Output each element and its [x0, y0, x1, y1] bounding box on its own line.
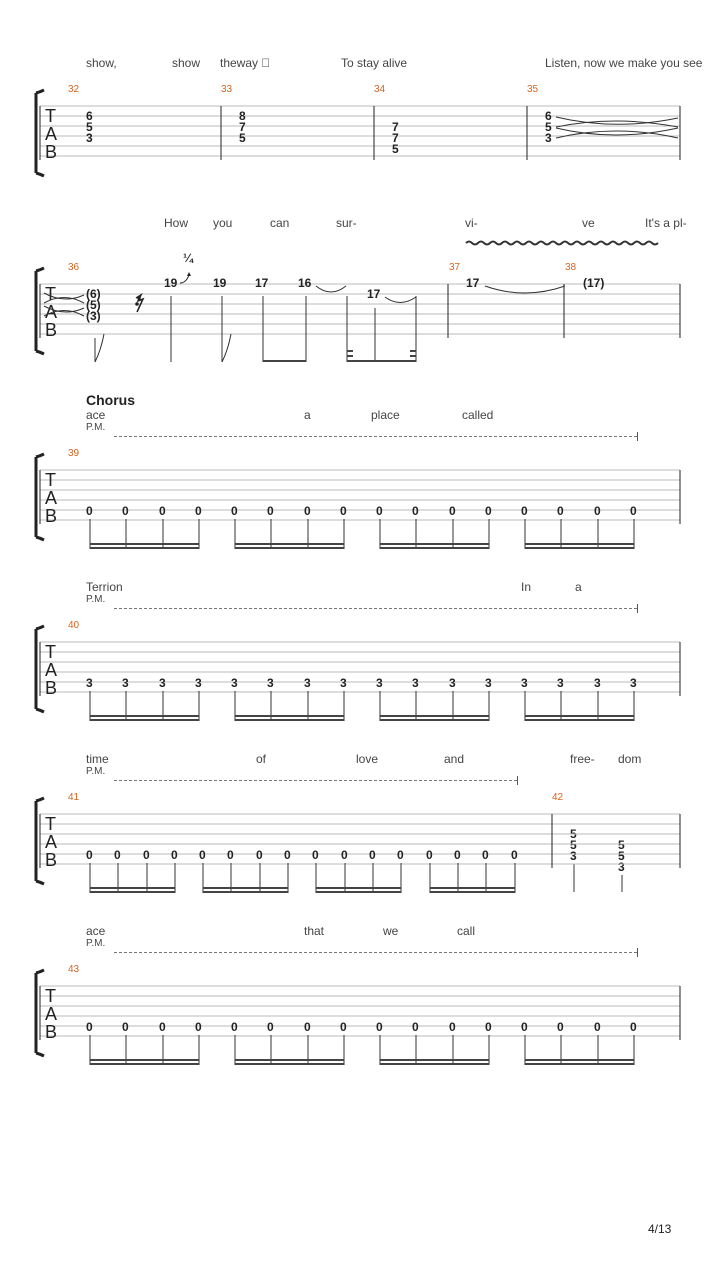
tab-note: 0: [485, 504, 492, 518]
tab-note: 0: [426, 848, 433, 862]
tab-note: 5: [239, 131, 246, 145]
tab-note: 0: [143, 848, 150, 862]
tab-clef-b: B: [45, 850, 58, 870]
tab-note: 0: [86, 504, 93, 518]
tab-note: 0: [511, 848, 518, 862]
tab-note: 3: [304, 676, 311, 690]
tab-note: 0: [557, 504, 564, 518]
lyric: dom: [618, 752, 642, 766]
tab-note: 3: [86, 131, 93, 145]
tab-clef-b: B: [45, 678, 58, 698]
lyric: and: [444, 752, 465, 766]
tab-note: 3: [376, 676, 383, 690]
tab-clef-b: B: [45, 320, 58, 340]
tab-note: 5: [618, 838, 625, 852]
page-number: 4/13: [648, 1222, 672, 1236]
tab-note: 3: [195, 676, 202, 690]
tab-note: 0: [284, 848, 291, 862]
tab-note: 0: [231, 504, 238, 518]
bend-quarter-label: ¼: [183, 251, 194, 265]
tab-clef-a: A: [45, 302, 58, 322]
tab-note: 0: [86, 848, 93, 862]
lyric: of: [256, 752, 267, 766]
measure-number: 39: [68, 448, 80, 459]
lyric: we: [383, 924, 399, 938]
tab-note: 7: [239, 120, 246, 134]
tab-note: 5: [570, 827, 577, 841]
tab-note: 5: [86, 120, 93, 134]
tab-note: 0: [485, 1020, 492, 1034]
tab-note: 0: [521, 1020, 528, 1034]
tab-note: 16: [298, 276, 312, 290]
lyric: can: [270, 216, 290, 230]
tab-note: 8: [239, 109, 246, 123]
tab-note: 17: [367, 287, 381, 301]
tab-note: 0: [482, 848, 489, 862]
lyric: that: [304, 924, 325, 938]
lyric: time: [86, 752, 109, 766]
lyric: place: [371, 408, 400, 422]
tab-note: 6: [86, 109, 93, 123]
lyric: sur-: [336, 216, 357, 230]
palm-mute-label: P.M.: [86, 938, 106, 949]
tab-note: 0: [199, 848, 206, 862]
tab-note: 0: [449, 504, 456, 518]
tab-note: 0: [171, 848, 178, 862]
tab-note: 3: [412, 676, 419, 690]
tab-note: 0: [195, 1020, 202, 1034]
lyric: call: [457, 924, 476, 938]
tab-clef-a: A: [45, 1004, 58, 1024]
palm-mute-label: P.M.: [86, 594, 106, 605]
tab-note: 0: [630, 504, 637, 518]
tab-note: 0: [122, 1020, 129, 1034]
lyric: How: [164, 216, 189, 230]
lyric: ace: [86, 924, 106, 938]
tab-note: 6: [545, 109, 552, 123]
tab-note: 3: [594, 676, 601, 690]
measure-number: 37: [449, 262, 461, 273]
tab-note: 0: [231, 1020, 238, 1034]
tab-clef-t: T: [45, 106, 56, 126]
tab-note: 0: [304, 1020, 311, 1034]
tab-note: 3: [122, 676, 129, 690]
tab-note: 5: [545, 120, 552, 134]
tab-note: 0: [412, 504, 419, 518]
tab-clef-a: A: [45, 832, 58, 852]
tab-clef-t: T: [45, 470, 56, 490]
tab-note: 0: [412, 1020, 419, 1034]
lyric: show: [172, 56, 201, 70]
lyric: a: [575, 580, 582, 594]
tab-clef-a: A: [45, 660, 58, 680]
lyric: a: [304, 408, 311, 422]
measure-number: 36: [68, 262, 80, 273]
tab-note: 0: [159, 1020, 166, 1034]
tab-note: 3: [86, 676, 93, 690]
lyric: ve: [582, 216, 595, 230]
tab-note: (3): [86, 309, 101, 323]
tab-note: 0: [594, 1020, 601, 1034]
tab-note: 0: [521, 504, 528, 518]
measure-number: 38: [565, 262, 577, 273]
tab-note: 0: [256, 848, 263, 862]
lyric: show,: [86, 56, 117, 70]
tab-note: 17: [466, 276, 480, 290]
lyric: called: [462, 408, 494, 422]
measure-number: 42: [552, 792, 564, 803]
tab-clef-a: A: [45, 124, 58, 144]
tab-note: 3: [231, 676, 238, 690]
tab-note: 0: [340, 504, 347, 518]
tab-note: 0: [449, 1020, 456, 1034]
tab-note: 3: [159, 676, 166, 690]
tab-note: 3: [630, 676, 637, 690]
tab-note: 0: [376, 1020, 383, 1034]
measure-number: 34: [374, 84, 386, 95]
lyric: Listen, now we make you see: [545, 56, 703, 70]
tab-note: 7: [392, 131, 399, 145]
lyric: To stay alive: [341, 56, 408, 70]
tab-note: 5: [392, 142, 399, 156]
tab-note: 0: [267, 1020, 274, 1034]
tab-note: 0: [267, 504, 274, 518]
tab-note: 19: [164, 276, 178, 290]
tab-note: (6): [86, 287, 101, 301]
tab-note: 0: [454, 848, 461, 862]
tab-clef-t: T: [45, 814, 56, 834]
tab-note: 7: [392, 120, 399, 134]
tab-clef-b: B: [45, 506, 58, 526]
palm-mute-label: P.M.: [86, 766, 106, 777]
lyric: In: [521, 580, 532, 594]
tab-note: 3: [570, 849, 577, 863]
palm-mute-label: P.M.: [86, 422, 106, 433]
tab-note: 0: [159, 504, 166, 518]
tab-clef-a: A: [45, 488, 58, 508]
measure-number: 40: [68, 620, 80, 631]
tab-note: 3: [267, 676, 274, 690]
measure-number: 33: [221, 84, 233, 95]
tab-note: 0: [630, 1020, 637, 1034]
tab-note: 0: [312, 848, 319, 862]
tab-note: 0: [557, 1020, 564, 1034]
lyric: It's a pl-: [645, 216, 687, 230]
tab-note: 0: [122, 504, 129, 518]
tab-note: 3: [545, 131, 552, 145]
measure-number: 32: [68, 84, 80, 95]
tab-note: 3: [449, 676, 456, 690]
lyric: theway ⃞: [220, 56, 271, 70]
tab-note: 0: [195, 504, 202, 518]
lyric: Terrion: [86, 580, 123, 594]
tab-clef-t: T: [45, 284, 56, 304]
tab-note: 3: [521, 676, 528, 690]
tab-note: 0: [114, 848, 121, 862]
tab-note: 3: [485, 676, 492, 690]
tab-note: 19: [213, 276, 227, 290]
tab-note: 0: [304, 504, 311, 518]
tab-note: 3: [618, 860, 625, 874]
lyric: love: [356, 752, 379, 766]
tab-clef-t: T: [45, 642, 56, 662]
tab-note: (17): [583, 276, 605, 290]
lyric: vi-: [465, 216, 478, 230]
tab-note: 17: [255, 276, 269, 290]
tab-note: 0: [594, 504, 601, 518]
tab-note: 3: [557, 676, 564, 690]
tab-note: 5: [618, 849, 625, 863]
lyric: free-: [570, 752, 595, 766]
measure-number: 43: [68, 964, 80, 975]
tab-clef-b: B: [45, 1022, 58, 1042]
tab-note: 0: [340, 1020, 347, 1034]
tab-clef-b: B: [45, 142, 58, 162]
tab-note: 0: [369, 848, 376, 862]
lyric: ace: [86, 408, 106, 422]
measure-number: 41: [68, 792, 80, 803]
tab-note: 0: [397, 848, 404, 862]
tab-clef-t: T: [45, 986, 56, 1006]
tab-note: 3: [340, 676, 347, 690]
tab-note: 0: [376, 504, 383, 518]
tab-note: 0: [86, 1020, 93, 1034]
measure-number: 35: [527, 84, 539, 95]
tab-note: 0: [227, 848, 234, 862]
tab-note: 5: [570, 838, 577, 852]
tab-note: (5): [86, 298, 101, 312]
tab-note: 0: [341, 848, 348, 862]
section-label: Chorus: [86, 392, 135, 408]
lyric: you: [213, 216, 233, 230]
